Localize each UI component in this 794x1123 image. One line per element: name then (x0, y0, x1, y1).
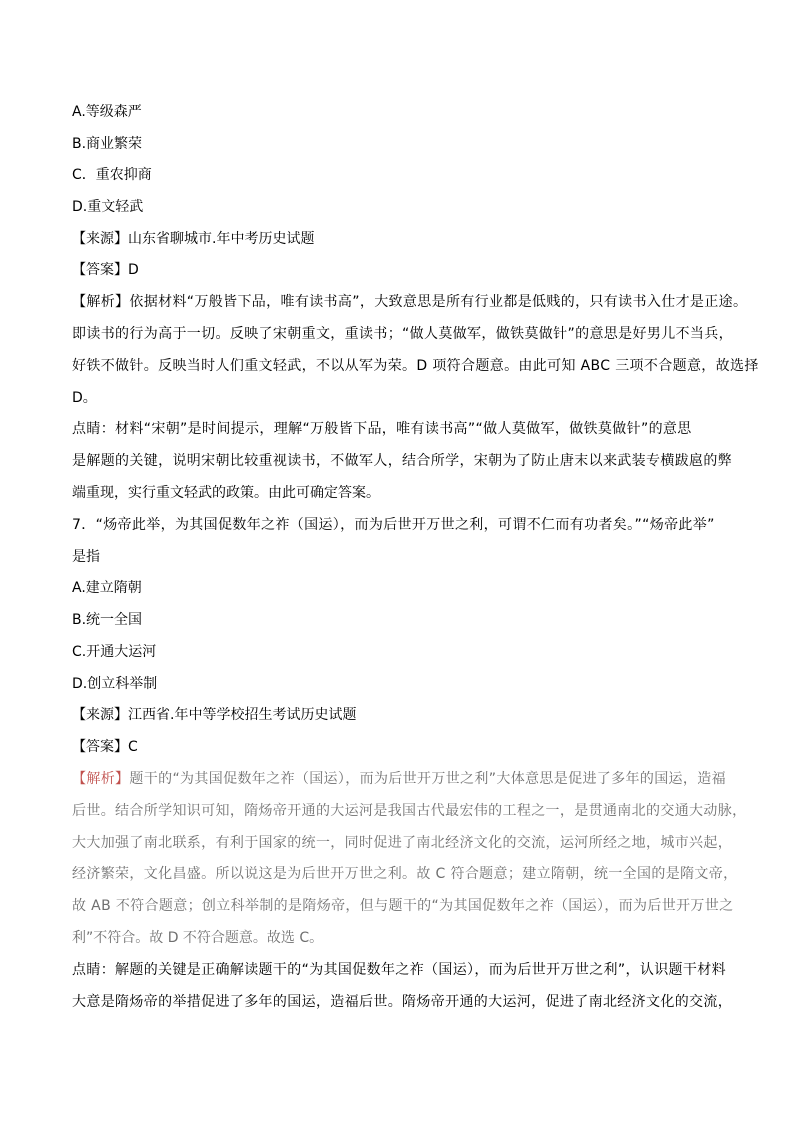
q7-stem-line: 是指 (72, 549, 100, 565)
q7-analysis-line: 后世。结合所学知识可知，隋炀帝开通的大运河是我国古代最宏伟的工程之一，是贯通南北的交通大动脉， (72, 803, 747, 819)
q6-source: 【来源】山东省聊城市.年中考历史试题 (72, 231, 315, 247)
q7-analysis-line: 故 AB 不符合题意；创立科举制的是隋炀帝，但与题干的“为其国促数年之祚（国运），而为后世开万世之 (72, 898, 734, 914)
q6-option-d: D.重文轻武 (72, 199, 144, 215)
q6-option-b: B.商业繁荣 (72, 136, 143, 152)
q7-option-a: A.建立隋朝 (72, 580, 142, 596)
q7-analysis-line: 经济繁荣，文化昌盛。所以说这是为后世开万世之利。故 C 符合题意；建立隋朝，统一全国的是隋文帝， (72, 866, 738, 882)
q6-analysis-line: 好铁不做针。反映当时人们重文轻武，不以从军为荣。D 项符合题意。由此可知 ABC 三项不合题意，故选择 (72, 358, 759, 374)
q7-analysis-text: 题干的“为其国促数年之祚（国运），而为后世开万世之利”大体意思是促进了多年的国运，造福 (129, 771, 726, 787)
q6-analysis-line: 即读书的行为高于一切。反映了宋朝重文，重读书；“做人莫做军，做铁莫做针”的意思是好男儿不当兵， (72, 326, 733, 342)
q7-analysis-line: 利”不符合。故 D 不符合题意。故选 C。 (72, 930, 324, 946)
q7-option-d: D.创立科举制 (72, 676, 158, 692)
q7-analysis-line: 大大加强了南北联系，有利于国家的统一，同时促进了南北经济文化的交流，运河所经之地，城市兴起， (72, 835, 733, 851)
q6-tip-line: 点睛：材料“宋朝”是时间提示，理解“万般皆下品，唯有读书高”“做人莫做军，做铁莫做针”的意思 (72, 421, 692, 437)
q7-option-b: B.统一全国 (72, 612, 143, 628)
q7-source: 【来源】江西省.年中等学校招生考试历史试题 (72, 707, 357, 723)
q6-option-a: A.等级森严 (72, 104, 142, 120)
q7-answer: 【答案】C (72, 739, 138, 755)
q7-tip-line: 点睛：解题的关键是正确解读题干的“为其国促数年之祚（国运），而为后世开万世之利”，认识题干材料 (72, 962, 726, 978)
q6-tip-line: 端重现，实行重文轻武的政策。由此可确定答案。 (72, 485, 380, 501)
q7-analysis-label: 【解析】 (72, 771, 130, 787)
q7-option-c: C.开通大运河 (72, 644, 157, 660)
q6-analysis-line: 【解析】依据材料“万般皆下品，唯有读书高”，大致意思是所有行业都是低贱的，只有读书入仕才是正途。 (72, 294, 748, 310)
q6-answer: 【答案】D (72, 262, 139, 278)
q7-analysis-first-line (72, 771, 724, 787)
q7-tip-line: 大意是隋炀帝的举措促进了多年的国运，造福后世。隋炀帝开通的大运河，促进了南北经济文化的交流， (72, 994, 733, 1010)
q7-stem-line: 7．“炀帝此举，为其国促数年之祚（国运），而为后世开万世之利，可谓不仁而有功者矣。”“炀帝此举” (72, 517, 715, 533)
q6-tip-line: 是解题的关键，说明宋朝比较重视读书，不做军人，结合所学，宋朝为了防止唐末以来武装专横跋扈的弊 (72, 453, 733, 469)
q6-option-c: C．重农抑商 (72, 167, 152, 183)
q6-analysis-line: D。 (72, 390, 97, 406)
